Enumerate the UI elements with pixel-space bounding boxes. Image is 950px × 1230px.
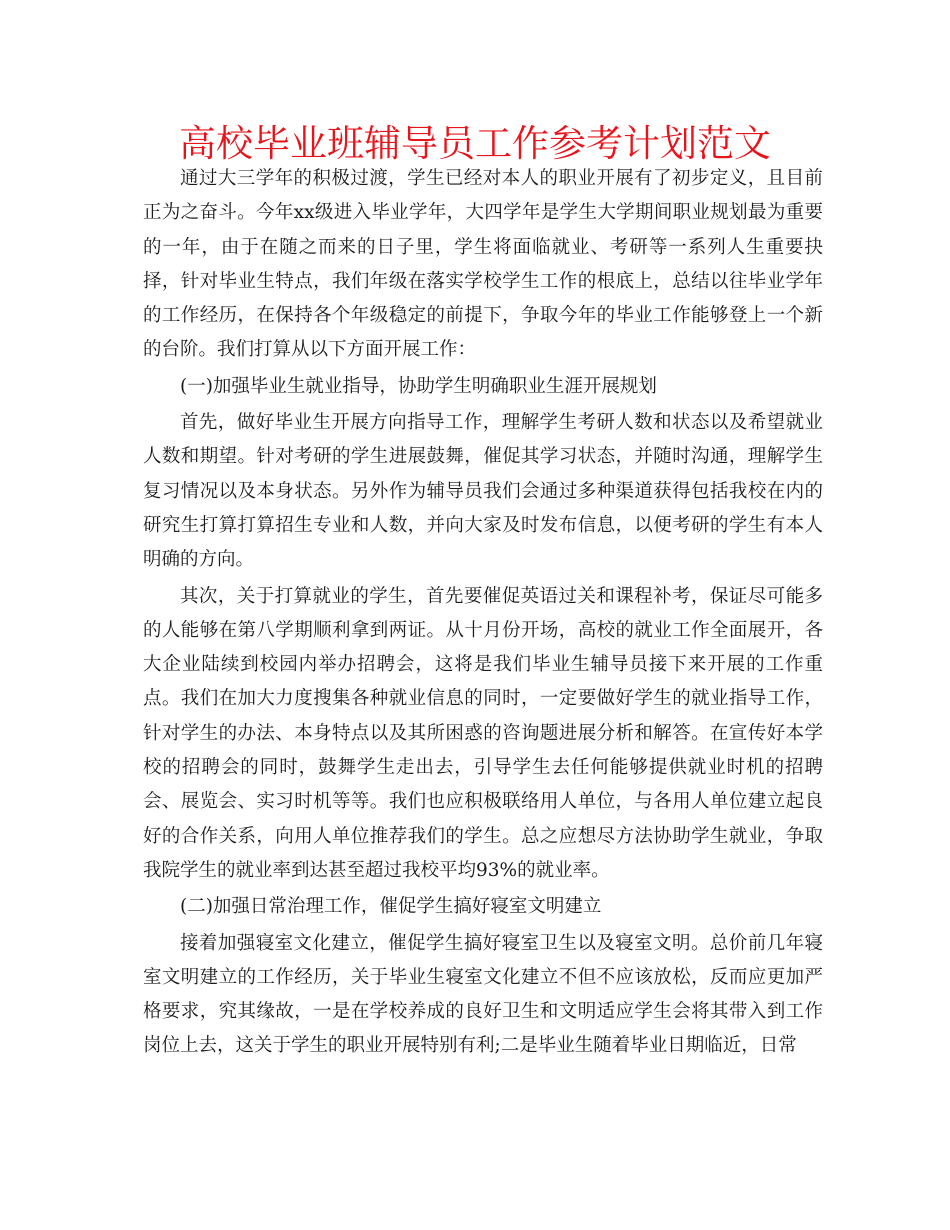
paragraph-dormitory: 接着加强寝室文化建立，催促学生搞好寝室卫生以及寝室文明。总价前几年寝室文明建立的工作经历，关于毕业生寝室文化建立不但不应该放松，反而应更加严格要求，究其缘故，一是在学校养成的良好卫生和文明适应学生会将其带入到工作岗位上去，这关于学生的职业开展特别有利;二是毕业生随着毕业日期临近，日常 xyxy=(143,932,823,1057)
section-heading-1: (一)加强毕业生就业指导，协助学生明确职业生涯开展规划 xyxy=(180,375,657,397)
paragraph-second: 其次，关于打算就业的学生，首先要催促英语过关和课程补考，保证尽可能多的人能够在第八学期顺利拿到两证。从十月份开场，高校的就业工作全面展开，各大企业陆续到校园内举办招聘会，这将是我们毕业生辅导员接下来开展的工作重点。我们在加大力度搜集各种就业信息的同时，一定要做好学生的就业指导工作，针对学生的办法、本身特点以及其所困惑的咨询题进展分析和解答。在宣传好本学校的招聘会的同时，鼓舞学生走出去，引导学生去任何能够提供就业时机的招聘会、展览会、实习时机等等。我们也应积极联络用人单位，与各用人单位建立起良好的合作关系，向用人单位推荐我们的学生。总之应想尽方法协助学生就业，争取我院学生的就业率到达甚至超过我校平均93%的就业率。 xyxy=(143,585,823,881)
document-body xyxy=(143,162,823,1064)
document-title: 高校毕业班辅导员工作参考计划范文 xyxy=(179,122,771,165)
section-heading-2: (二)加强日常治理工作，催促学生搞好寝室文明建立 xyxy=(180,896,602,918)
paragraph-first: 首先，做好毕业生开展方向指导工作，理解学生考研人数和状态以及希望就业人数和期望。针对考研的学生进展鼓舞，催促其学习状态，并随时沟通，理解学生复习情况以及本身状态。另外作为辅导员我们会通过多种渠道获得包括我校在内的研究生打算打算招生专业和人数，并向大家及时发布信息，以便考研的学生有本人明确的方向。 xyxy=(143,412,823,571)
paragraph-intro: 通过大三学年的积极过渡，学生已经对本人的职业开展有了初步定义，且目前正为之奋斗。今年xx级进入毕业学年，大四学年是学生大学期间职业规划最为重要的一年，由于在随之而来的日子里，学生将面临就业、考研等一系列人生重要抉择，针对毕业生特点，我们年级在落实学校学生工作的根底上，总结以往毕业学年的工作经历，在保持各个年级稳定的前提下，争取今年的毕业工作能够登上一个新的台阶。我们打算从以下方面开展工作： xyxy=(143,168,823,361)
